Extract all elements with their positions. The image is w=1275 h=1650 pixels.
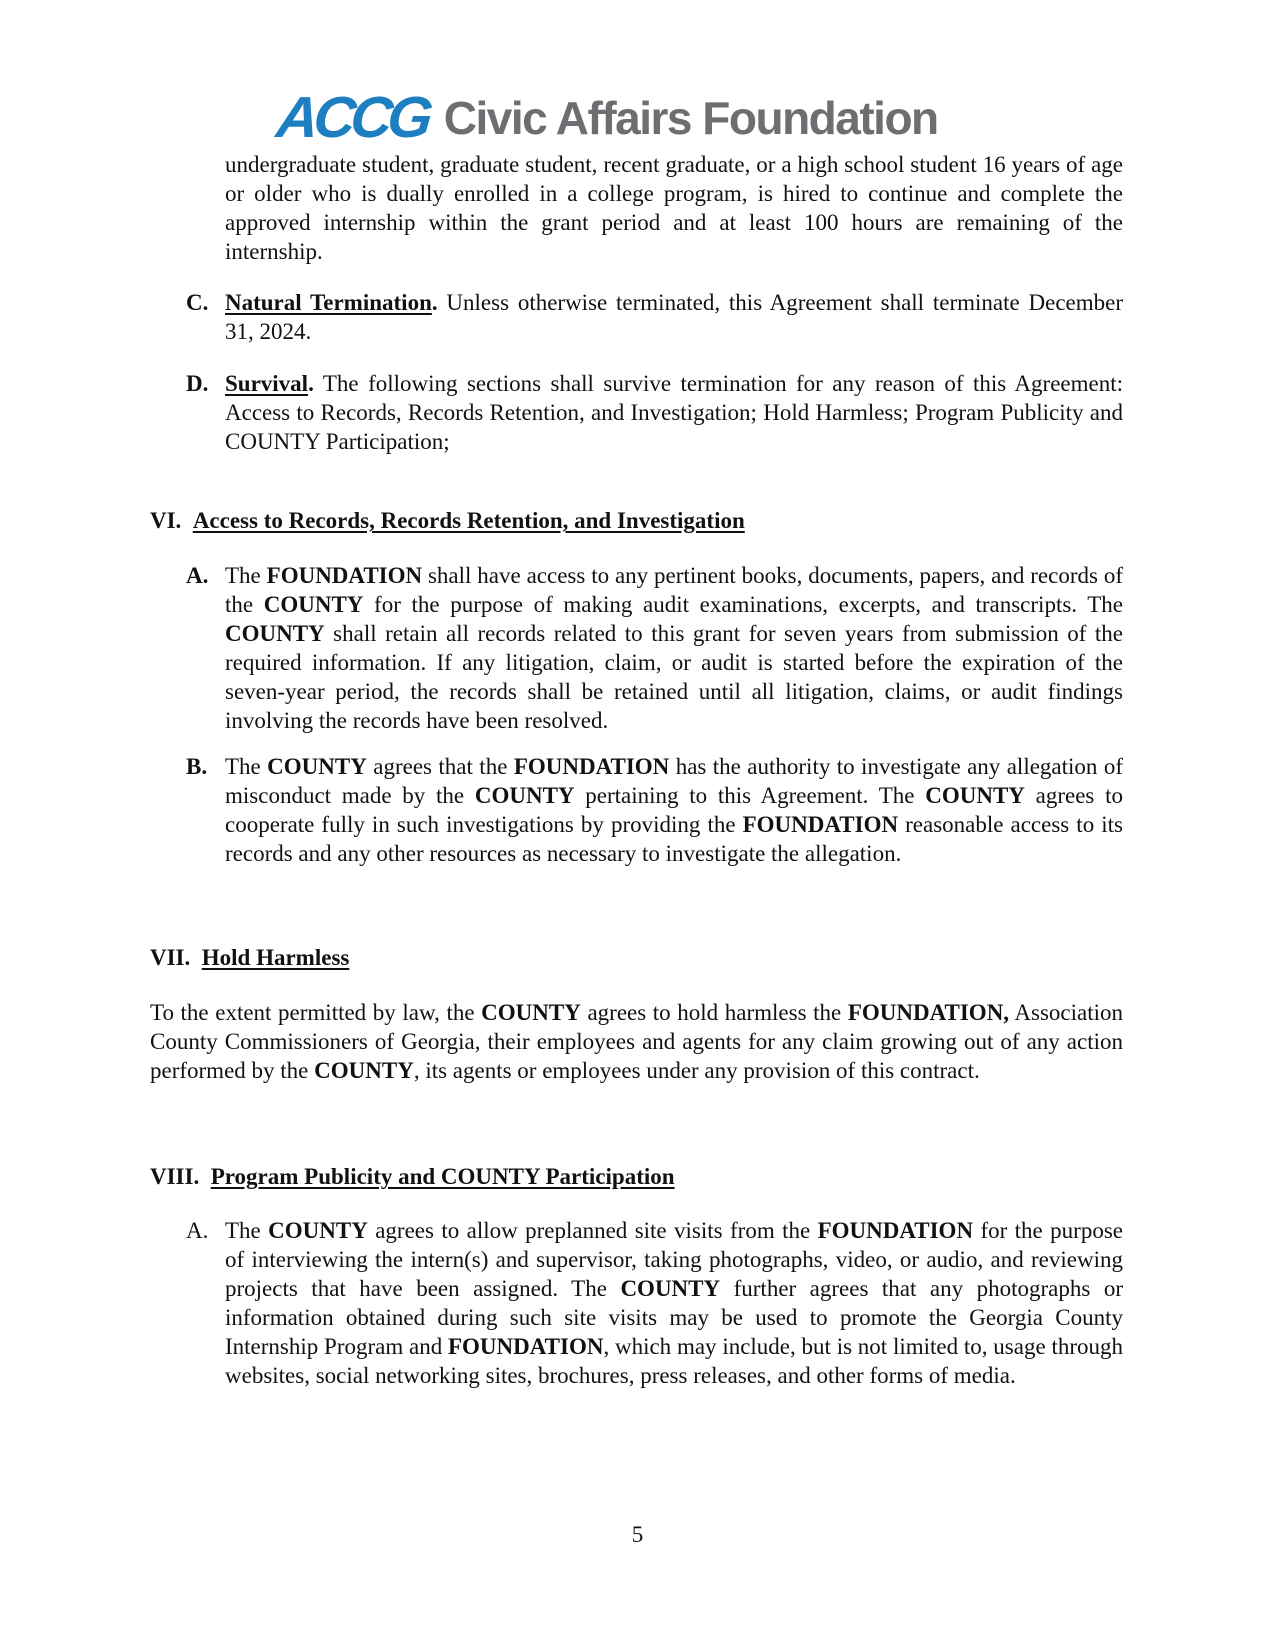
section-viii-a-paragraph	[225, 1216, 1123, 1390]
section-d-paragraph	[225, 369, 1123, 456]
bold-run: FOUNDATION	[266, 563, 423, 588]
text-run: To the extent permitted by law, the	[150, 1000, 482, 1025]
text-run: The	[225, 563, 267, 588]
section-c-text: Unless otherwise terminated, this Agreement shall terminate December 31, 2024.	[225, 290, 1123, 344]
bold-run: COUNTY	[925, 783, 1025, 808]
page-number: 5	[631, 1522, 644, 1547]
section-vi-heading	[150, 506, 745, 535]
section-viii-title: Program Publicity and COUNTY Participation	[210, 1164, 675, 1189]
section-vi-a-marker: A.	[186, 563, 209, 588]
section-vi-a-paragraph	[225, 561, 1123, 735]
bold-run: FOUNDATION	[742, 812, 899, 837]
section-d-text: The following sections shall survive termination for any reason of this Agreement: Access to Records, Records Retention, and Investigation; Hold Harmless; Program Publicity and COUNTY Participation;	[225, 371, 1123, 454]
logo-text: Civic Affairs Foundation	[443, 92, 938, 144]
bold-run: COUNTY	[268, 1218, 368, 1243]
logo-mark: ACCG	[273, 85, 432, 150]
section-vii-title: Hold Harmless	[201, 945, 350, 970]
section-vii-number: VII.	[150, 945, 191, 970]
section-vii-paragraph	[150, 998, 1123, 1085]
text-run: has the authority to investigate any allegation of misconduct made by the	[225, 754, 1123, 808]
section-c-title-punct: .	[431, 290, 438, 315]
section-d-title: Survival	[225, 371, 309, 396]
text-run: reasonable access to its records and any other resources as necessary to investigate the allegation.	[225, 812, 1123, 866]
text-run: agrees to cooperate fully in such investigations by providing the	[225, 783, 1123, 837]
section-vii-heading	[150, 943, 349, 972]
bold-run: COUNTY	[263, 592, 364, 617]
section-viii-number: VIII.	[150, 1164, 200, 1189]
text-run: pertaining to this Agreement. The	[574, 783, 926, 808]
bold-run: COUNTY	[481, 1000, 581, 1025]
bold-run: FOUNDATION	[447, 1334, 604, 1359]
bold-run: COUNTY	[474, 783, 575, 808]
bold-run: COUNTY	[225, 621, 325, 646]
section-c-paragraph	[225, 288, 1123, 346]
section-d-marker: D.	[186, 371, 209, 396]
text-run: shall have access to any pertinent books, documents, papers, and records of the	[225, 563, 1123, 617]
text-run: The	[225, 754, 268, 779]
bold-run: FOUNDATION	[817, 1218, 974, 1243]
text-run: for the purpose of making audit examinations, excerpts, and transcripts. The	[363, 592, 1123, 617]
section-c-marker: C.	[186, 290, 209, 315]
section-viii-a-marker: A.	[186, 1218, 209, 1243]
section-vi-b-paragraph	[225, 752, 1123, 868]
text-run: The	[225, 1218, 269, 1243]
text-run: agrees to allow preplanned site visits from the	[367, 1218, 818, 1243]
text-run: agrees to hold harmless the	[580, 1000, 848, 1025]
text-run: Association County Commissioners of Georgia, their employees and agents for any claim growing out of any action performed by the	[150, 1000, 1123, 1083]
text-run: for the purpose of interviewing the intern(s) and supervisor, taking photographs, video, or audio, and reviewing projects that have been assigned. The	[225, 1218, 1123, 1301]
text-run: , which may include, but is not limited to, usage through websites, social networking sites, brochures, press releases, and other forms of media.	[225, 1334, 1123, 1388]
section-c-title: Natural Termination	[225, 290, 432, 315]
text-run: agrees that the	[366, 754, 514, 779]
bold-run: FOUNDATION	[513, 754, 670, 779]
continuation-paragraph: undergraduate student, graduate student, recent graduate, or a high school student 16 years of age or older who is dually enrolled in a college program, is hired to continue and complete the approved internship within the grant period and at least 100 hours are remaining of the internship.	[225, 152, 1123, 264]
bold-run: COUNTY	[267, 754, 367, 779]
section-viii-heading	[150, 1162, 675, 1191]
section-d-title-punct: .	[308, 371, 314, 396]
text-run: further agrees that any photographs or information obtained during such site visits may be used to promote the Georgia County Internship Program and	[225, 1276, 1123, 1359]
section-vi-b-marker: B.	[186, 754, 208, 779]
accg-logo	[273, 85, 938, 150]
section-vi-number: VI.	[150, 508, 182, 533]
bold-run: COUNTY	[314, 1058, 414, 1083]
bold-run: COUNTY	[620, 1276, 721, 1301]
text-run: shall retain all records related to this grant for seven years from submission of the required information. If any litigation, claim, or audit is started before the expiration of the seven-year period, the records shall be retained until all litigation, claims, or audit findings involving the records have been resolved.	[225, 621, 1123, 733]
text-run: , its agents or employees under any provision of this contract.	[413, 1058, 980, 1083]
section-vi-title: Access to Records, Records Retention, and Investigation	[192, 508, 745, 533]
bold-run: FOUNDATION,	[847, 1000, 1010, 1025]
